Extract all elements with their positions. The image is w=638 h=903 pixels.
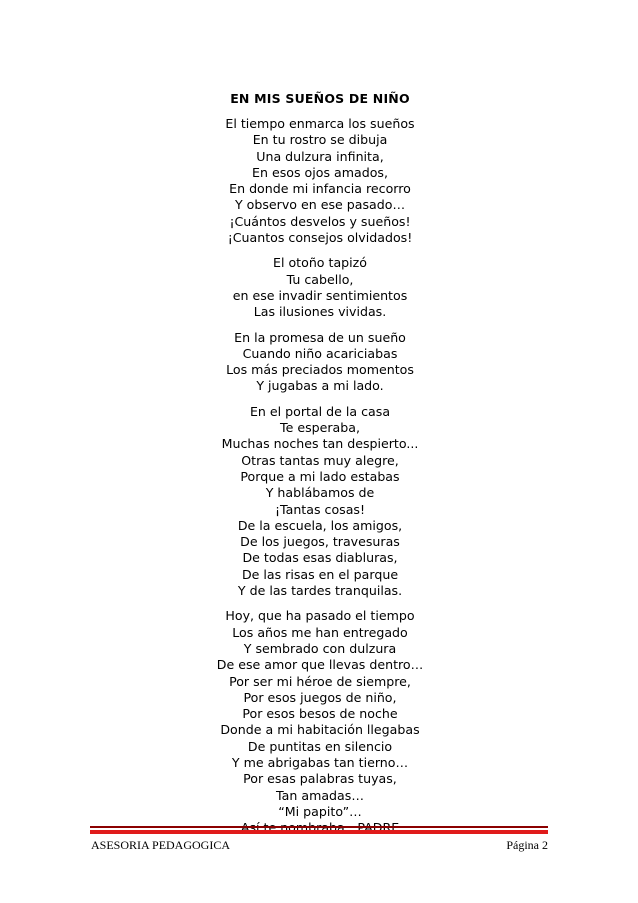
poem-line: De las risas en el parque bbox=[241, 566, 399, 582]
poem-line: Y jugabas a mi lado. bbox=[256, 378, 384, 394]
poem-line: Muchas noches tan despierto... bbox=[221, 436, 419, 452]
poem-line: De todas esas diabluras, bbox=[242, 550, 398, 566]
poem-line: Otras tantas muy alegre, bbox=[241, 452, 399, 468]
poem-line: Por esos juegos de niño, bbox=[243, 689, 397, 705]
poem-line: Cuando niño acariciabas bbox=[242, 345, 398, 361]
stanza-5 bbox=[200, 608, 440, 836]
poem-line: ¡Tantas cosas! bbox=[274, 501, 366, 517]
stanza-2 bbox=[200, 255, 440, 320]
poem-line: En la promesa de un sueño bbox=[234, 329, 406, 345]
poem-line: En donde mi infancia recorro bbox=[229, 181, 411, 197]
poem bbox=[200, 90, 440, 845]
poem-line: “Mi papito”… bbox=[278, 803, 362, 819]
poem-line: Los más preciados momentos bbox=[226, 362, 414, 378]
poem-line: De los juegos, travesuras bbox=[240, 534, 400, 550]
poem-line: Por ser mi héroe de siempre, bbox=[229, 673, 411, 689]
poem-line: Te esperaba, bbox=[280, 420, 360, 436]
poem-line: En tu rostro se dibuja bbox=[252, 132, 388, 148]
poem-line: ¡Cuantos consejos olvidados! bbox=[227, 230, 413, 246]
stanza-3 bbox=[200, 330, 440, 395]
poem-line: en ese invadir sentimientos bbox=[232, 287, 408, 303]
poem-line: El tiempo enmarca los sueños bbox=[225, 116, 415, 131]
footer-rule-thin bbox=[90, 826, 548, 828]
poem-title: EN MIS SUEÑOS DE NIÑO bbox=[230, 91, 410, 106]
poem-line bbox=[200, 820, 440, 836]
poem-line: En el portal de la casa bbox=[249, 403, 391, 419]
poem-line: Las ilusiones vividas. bbox=[253, 304, 387, 320]
stanza-1 bbox=[200, 116, 440, 246]
poem-line: ¡Cuántos desvelos y sueños! bbox=[229, 213, 411, 229]
footer-page-number: Página 2 bbox=[506, 838, 548, 852]
poem-line: Tan amadas… bbox=[276, 787, 364, 803]
poem-line: En esos ojos amados, bbox=[252, 164, 388, 180]
poem-line: Una dulzura infinita, bbox=[256, 148, 384, 164]
poem-line: Por esas palabras tuyas, bbox=[243, 771, 397, 787]
poem-line: Donde a mi habitación llegabas bbox=[220, 722, 420, 738]
poem-line: De ese amor que llevas dentro… bbox=[216, 657, 424, 673]
poem-line: Los años me han entregado bbox=[232, 624, 408, 640]
poem-line: De la escuela, los amigos, bbox=[237, 517, 403, 533]
poem-line: Y sembrado con dulzura bbox=[243, 640, 397, 656]
poem-line: Y me abrigabas tan tierno… bbox=[231, 754, 409, 770]
poem-line: Porque a mi lado estabas bbox=[240, 468, 400, 484]
footer-rule-thick bbox=[90, 830, 548, 834]
poem-line: Tu cabello, bbox=[286, 271, 354, 287]
poem-line: Y hablábamos de bbox=[265, 485, 375, 501]
footer-organization: ASESORIA PEDAGOGICA bbox=[91, 838, 231, 852]
poem-line: Y de las tardes tranquilas. bbox=[237, 583, 403, 599]
stanza-4 bbox=[200, 404, 440, 600]
poem-line: Y observo en ese pasado… bbox=[234, 197, 406, 213]
poem-line: Por esos besos de noche bbox=[242, 706, 398, 722]
poem-line: De puntitas en silencio bbox=[247, 738, 393, 754]
poem-line: Hoy, que ha pasado el tiempo bbox=[225, 608, 415, 624]
poem-line: El otoño tapizó bbox=[273, 255, 367, 271]
